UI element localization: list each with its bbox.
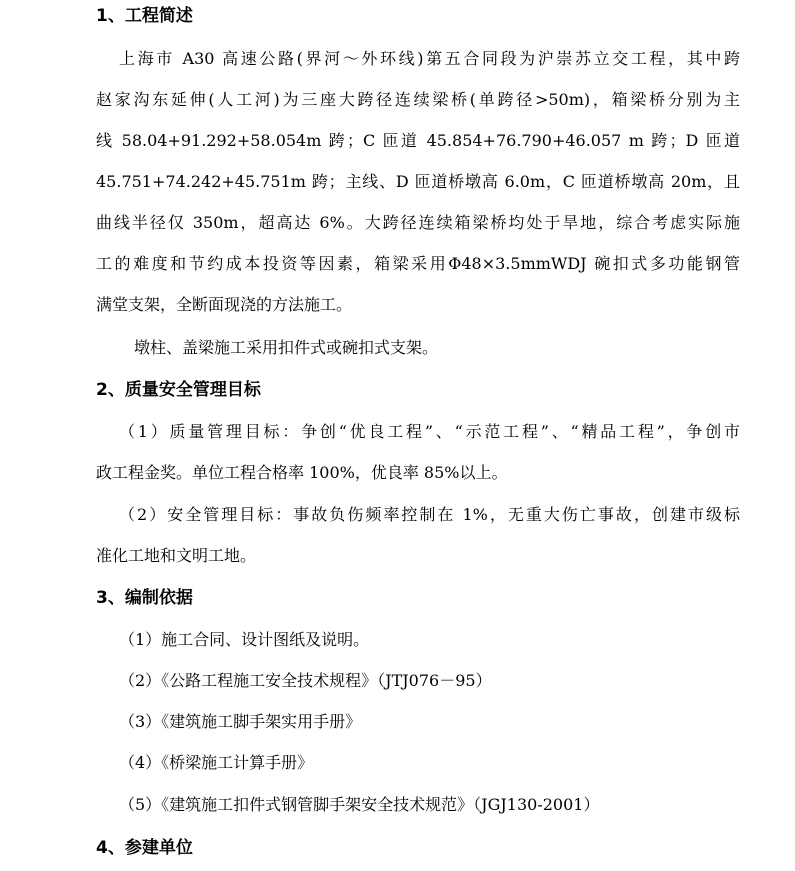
paragraph-line: 工的难度和节约成本投资等因素，箱梁采用Φ48×3.5mmWDJ 碗扣式多功能钢管 — [96, 254, 740, 273]
paragraph-line: 满堂支架，全断面现浇的方法施工。 — [96, 295, 353, 314]
paragraph-line: 曲线半径仅 350m，超高达 6%。大跨径连续箱梁桥均处于旱地，综合考虑实际施 — [96, 213, 740, 232]
section-1-heading: 1、工程简述 — [96, 6, 193, 26]
reference-item: （3）《建筑施工脚手架实用手册》 — [119, 712, 362, 731]
quality-goal-line: 政工程金奖。单位工程合格率 100%，优良率 85%以上。 — [96, 463, 508, 482]
section-4-heading: 4、参建单位 — [96, 838, 193, 858]
safety-goal-line: 准化工地和文明工地。 — [96, 546, 257, 565]
paragraph-line: 赵家沟东延伸(人工河)为三座大跨径连续梁桥(单跨径>50m)，箱梁桥分别为主 — [96, 90, 740, 109]
reference-item: （2）《公路工程施工安全技术规程》（JTJ076－95） — [119, 671, 492, 690]
paragraph-line: 45.751+74.242+45.751m 跨；主线、D 匝道桥墩高 6.0m，C 匝道桥墩高 20m，且 — [96, 172, 740, 191]
reference-item: （4）《桥梁施工计算手册》 — [119, 753, 314, 772]
paragraph-line: 上海市 A30 高速公路(界河～外环线)第五合同段为沪崇苏立交工程，其中跨 — [119, 49, 740, 68]
reference-item: （5）《建筑施工扣件式钢管脚手架安全技术规范》（JGJ130-2001） — [119, 795, 600, 814]
quality-goal-line: （1）质量管理目标：争创“优良工程”、“示范工程”、“精品工程”，争创市 — [119, 422, 740, 441]
section-2-heading: 2、质量安全管理目标 — [96, 380, 261, 400]
section-1-note: 墩柱、盖梁施工采用扣件式或碗扣式支架。 — [134, 338, 439, 357]
reference-item: （1）施工合同、设计图纸及说明。 — [119, 630, 370, 649]
safety-goal-line: （2）安全管理目标：事故负伤频率控制在 1%，无重大伤亡事故，创建市级标 — [119, 505, 740, 524]
paragraph-line: 线 58.04+91.292+58.054m 跨；C 匝道 45.854+76.790+46.057 m 跨；D 匝道 — [96, 131, 740, 150]
section-3-heading: 3、编制依据 — [96, 588, 193, 608]
